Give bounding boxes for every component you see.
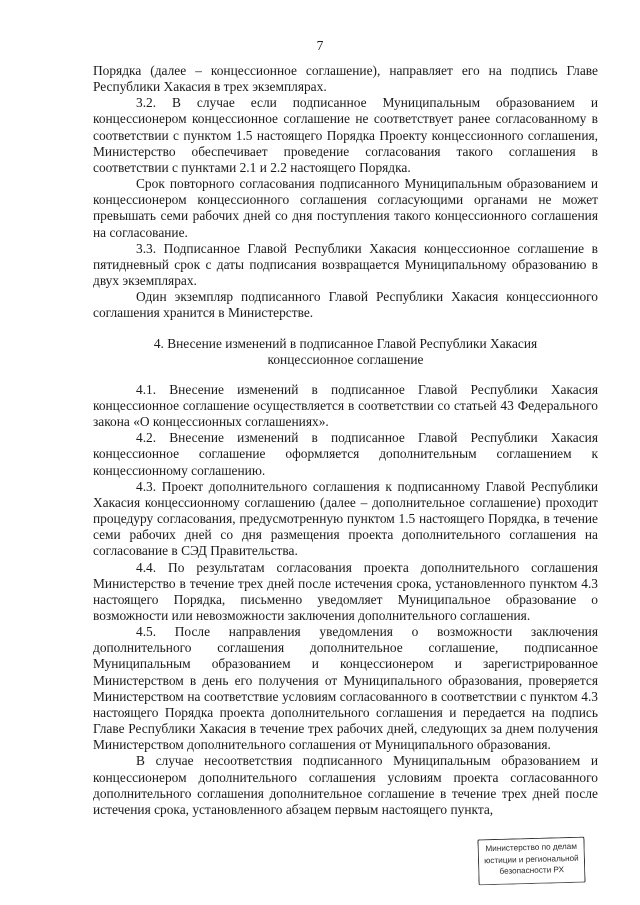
document-body: [93, 63, 598, 818]
paragraph: В случае несоответствия подписанного Муниципальным образованием и концессионером дополнительного соглашения условиям проекта согласованного дополнительного соглашения дополнительное соглашение в течение трех дней после истечения срока, установленного абзацем первым настоящего пункта,: [93, 753, 598, 817]
section-heading: [93, 336, 598, 368]
section-heading-line: концессионное соглашение: [267, 351, 424, 367]
paragraph: 3.2. В случае если подписанное Муниципальным образованием и концессионером концессионное соглашение не соответствует ранее согласованному в соответствии с пунктом 1.5 настоящего Порядка Проекту концессионного соглашения, Министерство обеспечивает проведение согласования такого соглашения в соответствии с пунктами 2.1 и 2.2 настоящего Порядка.: [93, 95, 598, 175]
paragraph: 4.4. По результатам согласования проекта дополнительного соглашения Министерство в течение трех дней после истечения срока, установленного пунктом 4.3 настоящего Порядка, письменно уведомляет Муниципальное образование о возможности или невозможности заключения дополнительного соглашения.: [93, 559, 598, 623]
section-heading-line: 4. Внесение изменений в подписанное Главой Республики Хакасия: [153, 335, 538, 351]
paragraph: Один экземпляр подписанного Главой Республики Хакасия концессионного соглашения хранится в Министерстве.: [93, 289, 598, 321]
stamp-line: юстиции и региональной: [484, 853, 579, 865]
ministry-stamp: [477, 837, 585, 886]
paragraph: Срок повторного согласования подписанного Муниципальным образованием и концессионером концессионного соглашения согласующими органами не может превышать семи рабочих дней со дня поступления такого концессионного соглашения на согласование.: [93, 176, 598, 240]
paragraph: 4.2. Внесение изменений в подписанное Главой Республики Хакасия концессионное соглашение оформляется дополнительным соглашением к концессионному соглашению.: [93, 430, 598, 478]
stamp-line: Министерство по делам: [485, 841, 578, 854]
paragraph: 4.5. После направления уведомления о возможности заключения дополнительного соглашения дополнительное соглашение, подписанное Муниципальным образованием и концессионером и зарегистрированное Министерством в день его получения от Муниципального образования, проверяется Министерством на соответствие условиям согласованного в соответствии с пунктом 4.3 настоящего Порядка проекта дополнительного соглашения и передается на подпись Главе Республики Хакасия в течение трех рабочих дней, следующих за днем получения Министерством дополнительного соглашения от Муниципального образования.: [93, 624, 598, 753]
paragraph: 4.3. Проект дополнительного соглашения к подписанному Главой Республики Хакасия концессионному соглашению (далее – дополнительное соглашение) проходит процедуру согласования, предусмотренную пунктом 1.5 настоящего Порядка, в течение семи рабочих дней со дня размещения проекта дополнительного соглашения на согласование в СЭД Правительства.: [93, 478, 598, 559]
paragraph: 4.1. Внесение изменений в подписанное Главой Республики Хакасия концессионное соглашение осуществляется в соответствии со статьей 43 Федерального закона «О концессионных соглашениях».: [93, 381, 598, 430]
paragraph: 3.3. Подписанное Главой Республики Хакасия концессионное соглашение в пятидневный срок с даты подписания возвращается Муниципальному образованию в двух экземплярах.: [93, 240, 598, 289]
stamp-line: безопасности РХ: [499, 865, 565, 876]
page-number: 7: [316, 38, 324, 53]
paragraph: Порядка (далее – концессионное соглашение), направляет его на подпись Главе Республики Хакасия в трех экземплярах.: [93, 63, 598, 95]
